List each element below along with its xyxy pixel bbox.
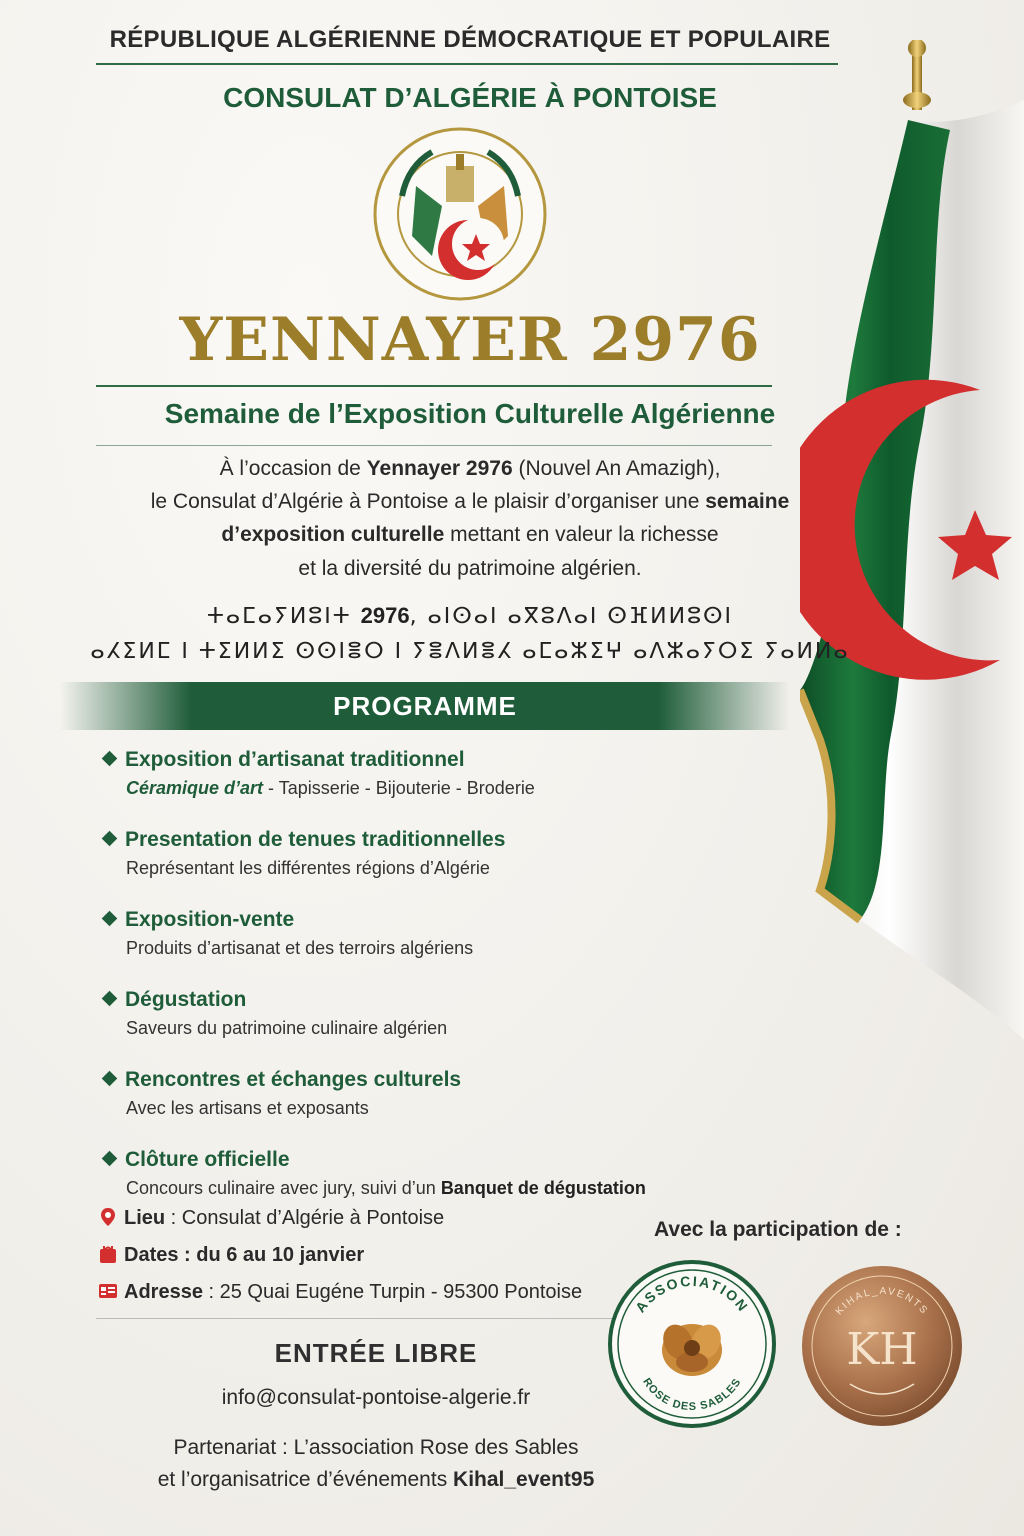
programme-item-sub-bold: Banquet de dégustation (440, 1178, 646, 1198)
national-emblem (372, 126, 548, 302)
programme-item-title: Clôture officielle (125, 1148, 290, 1171)
adresse-value: : 25 Quai Eugéne Turpin - 95300 Pontoise (202, 1281, 583, 1303)
programme-list (104, 745, 744, 1225)
tifinagh-text (80, 598, 860, 669)
programme-item (104, 1145, 744, 1201)
intro-p3-rest: mettant en valeur la richesse (444, 523, 719, 547)
programme-banner (60, 682, 790, 730)
diamond-bullet-icon (102, 831, 118, 847)
programme-item-sub: - Tapisserie - Bijouterie - Broderie (263, 778, 535, 798)
info-divider (96, 1318, 656, 1319)
intro-p1-bold: Yennayer 2976 (366, 457, 513, 480)
event-info (98, 1200, 658, 1311)
tifinagh-year: 2976 (360, 603, 410, 628)
intro-p3-bold: d’exposition culturelle (221, 523, 445, 547)
programme-item-sub: Concours culinaire avec jury, suivi d’un (126, 1178, 441, 1198)
programme-item-sub: Produits d’artisanat et des terroirs algériens (126, 938, 474, 958)
diamond-bullet-icon (102, 991, 118, 1007)
programme-item (104, 745, 744, 801)
programme-item-title: Rencontres et échanges culturels (125, 1068, 462, 1091)
address-card-icon (98, 1281, 118, 1301)
programme-item-sub: Saveurs du patrimoine culinaire algérien (126, 1018, 448, 1038)
header-divider (96, 63, 838, 65)
kihal-event-logo (800, 1264, 964, 1428)
lieu-label: Lieu (124, 1207, 166, 1229)
partnership-line2: et l’organisatrice d’événements (157, 1467, 454, 1491)
entree-libre: ENTRÉE LIBRE (274, 1338, 478, 1368)
participation-label: Avec la participation de : (654, 1218, 902, 1241)
programme-item (104, 1065, 744, 1121)
diamond-bullet-icon (102, 1071, 118, 1087)
title-divider (96, 385, 772, 387)
intro-p4: et la diversité du patrimoine algérien. (298, 556, 642, 580)
intro-p2-bold: semaine (705, 490, 790, 514)
tifinagh-line1-b: , ⴰⵏⵙⴰⵏ ⴰⴳⵓⴷⴰⵏ ⵙⴼⵍⵍⵓⵙⵏ (409, 604, 734, 629)
partnership-text (96, 1432, 656, 1495)
programme-item-sub: Représentant les différentes régions d’Algérie (126, 858, 490, 878)
diamond-bullet-icon (102, 911, 118, 927)
programme-item-highlight: Céramique d’art (126, 778, 264, 798)
subtitle: Semaine de l’Exposition Culturelle Algérienne (164, 398, 776, 429)
rose-des-sables-logo (606, 1258, 778, 1430)
programme-item-title: Exposition-vente (125, 908, 295, 931)
programme-item-title: Presentation de tenues traditionnelles (125, 828, 506, 851)
programme-label: PROGRAMME (333, 691, 517, 721)
subtitle-divider (96, 445, 772, 446)
logo2-top-text: KIHAL_AVENTS (833, 1285, 931, 1318)
intro-text (80, 452, 860, 585)
programme-item-sub: Avec les artisans et exposants (126, 1098, 369, 1118)
adresse-row (98, 1274, 658, 1311)
republic-heading: RÉPUBLIQUE ALGÉRIENNE DÉMOCRATIQUE ET POPULAIRE (109, 26, 831, 53)
adresse-label: Adresse (124, 1281, 203, 1303)
consulate-heading: CONSULAT D’ALGÉRIE À PONTOISE (223, 82, 717, 113)
intro-p1-rest: (Nouvel An Amazigh), (512, 457, 721, 480)
contact-email[interactable]: info@consulat-pontoise-algerie.fr (221, 1386, 531, 1409)
dates-row (98, 1237, 658, 1274)
diamond-bullet-icon (102, 751, 118, 767)
intro-p2: le Consulat d’Algérie à Pontoise a le plaisir d’organiser une (150, 490, 706, 514)
location-pin-icon (98, 1207, 118, 1227)
lieu-row (98, 1200, 658, 1237)
programme-item (104, 905, 744, 961)
programme-item (104, 825, 744, 881)
logo2-monogram: KH (846, 1324, 918, 1375)
partnership-line2-bold: Kihal_event95 (453, 1467, 595, 1491)
lieu-value: : Consulat d’Algérie à Pontoise (165, 1207, 445, 1229)
dates-label: Dates : du 6 au 10 janvier (124, 1244, 365, 1266)
logo1-bottom-text: ROSE DES SABLES (640, 1376, 744, 1414)
calendar-icon (98, 1244, 118, 1264)
programme-item-title: Dégustation (125, 988, 247, 1011)
main-title: YENNAYER 2976 (179, 305, 761, 375)
intro-p1: À l’occasion de (219, 457, 367, 480)
logo1-top-text: ASSOCIATION (631, 1272, 753, 1316)
partnership-line1: Partenariat : L’association Rose des Sables (173, 1436, 579, 1459)
programme-item (104, 985, 744, 1041)
diamond-bullet-icon (102, 1151, 118, 1167)
tifinagh-line1-a: ⵜⴰⵎⴰⵢⵍⵓⵏⵜ (206, 604, 361, 629)
tifinagh-line2: ⴰⵃⵉⵍⵎ ⵏ ⵜⵉⵍⵍⵉ ⵙⵙⵏⴻⵔ ⵏ ⵢⴻⴷⵍⴻⵃ ⴰⵎⴰⵣⵉⵖ ⴰⴷⵣⴰⵢⵔⵉ ⵢⴰⵍⵍⴰ (90, 639, 850, 665)
programme-item-title: Exposition d’artisanat traditionnel (125, 748, 465, 771)
